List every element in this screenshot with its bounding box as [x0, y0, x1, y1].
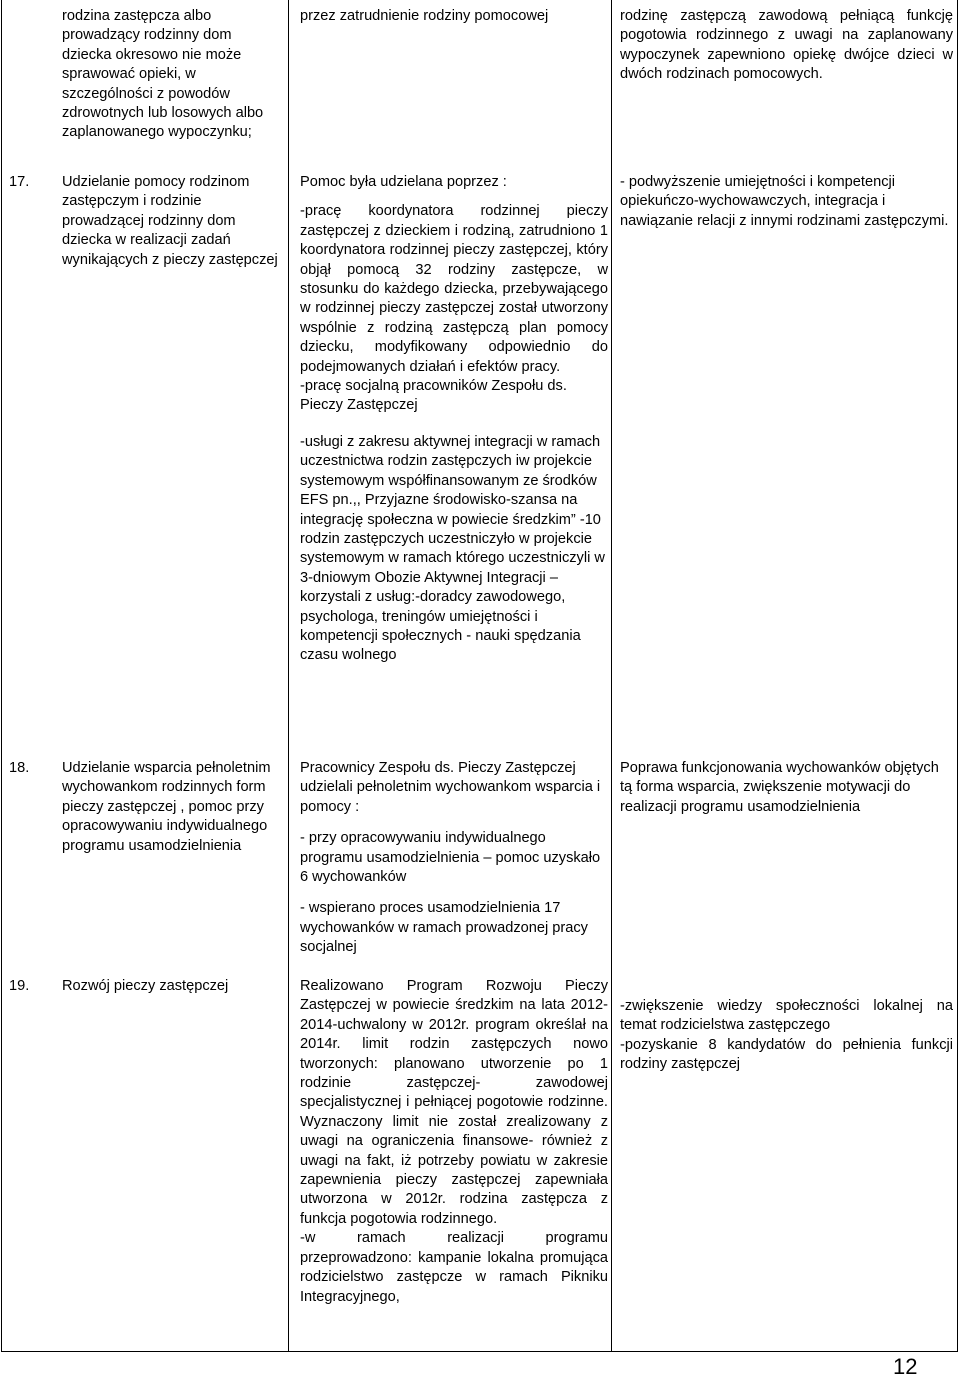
row-18-action-intro: Pracownicy Zespołu ds. Pieczy Zastępczej udzielali pełnoletnim wychowankom wsparcia i pomocy : — [300, 760, 601, 815]
row-17-number: 17. — [9, 174, 30, 190]
row-17-results — [620, 173, 953, 231]
row-18-action-support: - wspierano proces usamodzielnienia 17 wychowanków w ramach prowadzonej pracy socjalnej — [300, 900, 588, 956]
table-border-right — [957, 0, 958, 1352]
row-18-task: Udzielanie wsparcia pełnoletnim wychowankom rodzinnych form pieczy zastępczej , pomoc przy opracowywaniu indywidualnego programu usamodzielnienia — [62, 760, 271, 854]
row-0-task: rodzina zastępcza albo prowadzący rodzinny dom dziecka okresowo nie może sprawować opieki, w szczególności z powodów zdrowotnych lub losowych albo zaplanowanego wypoczynku; — [62, 8, 264, 141]
page-number: 12 — [893, 1354, 918, 1379]
row-0-result-0: rodzinę zastępczą zawodową pełniącą funkcję pogotowia rodzinnego z uwagi na zaplanowany wypoczynek zapewniono opiekę dwójce dzieci w dwóch rodzinach pomocowych. — [620, 8, 953, 83]
row-0-results — [620, 7, 953, 85]
row-19-action-program: Realizowano Program Rozwoju Pieczy Zastępczej w powiecie średzkim na lata 2012-2014-uchwalony w 2012r. program określał na 2014r. limit rodzin zastępczych nowo tworzonych: planowano utworzenie po 1 rodzinie zastępczej- zawodowej specjalistycznej i pełniącej pogotowie rodzinne. Wyznaczony limit nie został zrealizowany z uwagi na ograniczenia finansowe- również z uwagi na fakt, iż potrzeby powiatu w zakresie zapewnienia pieczy zastępczej zapewniała utworzona w 2012r. rodzina zastępcza z funkcja pogotowia rodzinnego. — [300, 978, 608, 1227]
row-17-actions — [300, 173, 608, 666]
row-18-results — [620, 759, 953, 817]
table-border-bottom — [1, 1351, 958, 1352]
row-17-task: Udzielanie pomocy rodzinom zastępczym i rodzinie prowadzącej rodzinny dom dziecka w realizacji zadań wynikających z pieczy zastępczej — [62, 174, 278, 268]
row-19-task: Rozwój pieczy zastępczej — [62, 978, 229, 994]
row-17-result-0: - podwyższenie umiejętności i kompetencji opiekuńczo-wychowawczych, integracja i nawiązanie relacji z innymi rodzinami zastępczymi. — [620, 174, 949, 229]
row-17-action-intro: Pomoc była udzielana poprzez : — [300, 174, 507, 190]
row-18-number: 18. — [9, 760, 30, 776]
row-0-action-0: przez zatrudnienie rodziny pomocowej — [300, 8, 549, 24]
row-19-actions — [300, 977, 608, 1307]
row-19-result-candidates: -pozyskanie 8 kandydatów do pełnienia funkcji rodziny zastępczej — [620, 1036, 953, 1073]
row-18-action-program: - przy opracowywaniu indywidualnego programu usamodzielnienia – pomoc uzyskało 6 wychowanków — [300, 830, 601, 886]
row-17-action-integration: -usługi z zakresu aktywnej integracji w ramach uczestnictwa rodzin zastępczych iw projekcie systemowym współfinansowanym ze środków EFS pn.,, Przyjazne środowisko-szansa na integrację społeczna w powiecie średzkim” -10 rodzin zastępczych uczestniczyło w projekcie systemowym w ramach którego uczestniczyli w 3-dniowym Obozie Aktywnej Integracji – korzystali z usług:-doradcy zawodowego, psychologa, treningów umiejętności i kompetencji społecznych - nauki spędzania czasu wolnego — [300, 433, 605, 664]
row-19-number: 19. — [9, 978, 30, 994]
row-19-action-campaign: -w ramach realizacji programu przeprowadzono: kampanie lokalna promująca rodzicielstwo zastępcze w ramach Pikniku Integracyjnego, — [300, 1230, 608, 1305]
row-17-action-coordinator: -pracę koordynatora rodzinnej pieczy zastępczej z dzieckiem i rodziną, zatrudniono 1 koordynatora rodzinnej pieczy zastępczej, który objął pomocą 32 rodziny zastępcze, w stosunku do każdego dziecka, przebywającego w rodzinnej pieczy zastępczej został utworzony wspólnie z rodziną zastępczą plan pomocy dziecku, modyfikowany odpowiednio do podejmowanych działań i efektów pracy. — [300, 203, 608, 375]
column-divider-2 — [611, 0, 612, 1352]
row-18-result-0: Poprawa funkcjonowania wychowanków objętych tą forma wsparcia, zwiększenie motywacji do realizacji programu usamodzielnienia — [620, 760, 939, 815]
table-border-left — [1, 0, 2, 1352]
row-19-result-knowledge: -zwiększenie wiedzy społeczności lokalnej na temat rodzicielstwa zastępczego — [620, 998, 953, 1034]
column-divider-1 — [288, 0, 289, 1352]
row-17-action-social-work: -pracę socjalną pracowników Zespołu ds. Pieczy Zastępczej — [300, 378, 567, 414]
row-18-actions — [300, 759, 608, 958]
row-0-actions — [300, 7, 608, 26]
row-19-results — [620, 997, 953, 1075]
